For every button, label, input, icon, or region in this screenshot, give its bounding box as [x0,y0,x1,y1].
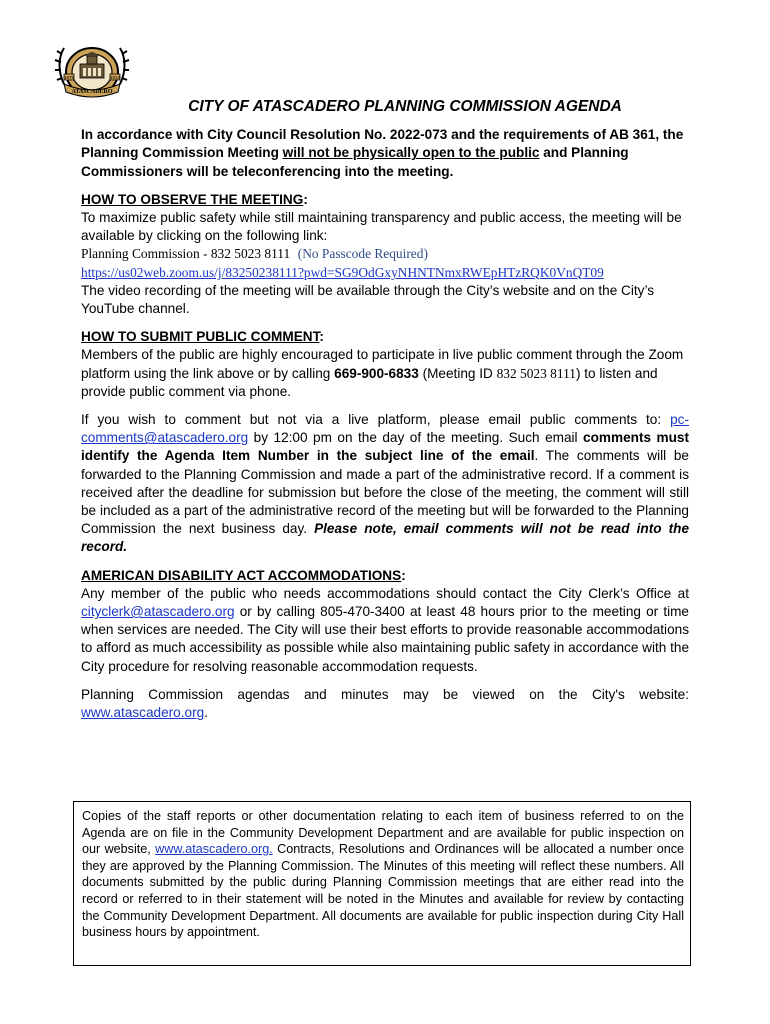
zoom-meeting-label: Planning Commission - 832 5023 8111 [81,246,291,262]
svg-text:1979: 1979 [63,75,75,80]
zoom-link[interactable]: https://us02web.zoom.us/j/83250238111?pwd=SG9OdGxyNHNTNmxRWEpHTzRQK0VnQT09 [81,264,604,280]
zoom-passcode-note: (No Passcode Required) [297,246,428,262]
comment-heading: HOW TO SUBMIT PUBLIC COMMENT [81,329,320,345]
city-seal-logo [50,34,134,102]
ada-heading: AMERICAN DISABILITY ACT ACCOMMODATIONS [81,567,402,583]
observe-heading: HOW TO OBSERVE THE MEETING [81,191,304,207]
agenda-page [81,98,689,722]
svg-text:1913: 1913 [109,75,121,80]
pc-comments-email-link[interactable]: pc-comments@atascadero.org [81,412,689,446]
observe-section: HOW TO OBSERVE THE MEETING: To maximize public safety while still maintaining transparency and public access, the meeting will be available by clicking on the following link: Planning Commission - 832 5023 8111 (No Passcode Required) https://us02web.zoom.us/j/83250238111?pwd=SG9OdGxyNHNTNmxRWEpHTzRQK0VnQT09 The video recording of the meeting will be available through the City’s website and on the City’s YouTube channel. [81,191,689,318]
page-title: CITY OF ATASCADERO PLANNING COMMISSION AGENDA [188,98,622,115]
documents-notice-box: Copies of the staff reports or other documentation relating to each item of business referred to on the Agenda are on file in the Community Development Department and are available for public inspection on our website, www.atascadero.org. Contracts, Resolutions and Ordinances will be allocated a number once they are approved by the Planning Commission. The Minutes of this meeting will reflect these numbers. All documents submitted by the public during Planning Commission meetings that are either read into the record or referred to in their statement will be noted in the Minutes and available for review by contacting the Community Development Department. All documents are available for public inspection during City Hall business hours by appointment. [73,801,691,966]
cityclerk-email-link[interactable]: cityclerk@atascadero.org [81,604,235,620]
city-website-link[interactable]: www.atascadero.org [81,705,205,721]
phone-number: 669-900-6833 [334,365,419,381]
not-open-emphasis: will not be physically open to the public [282,145,540,161]
meeting-id: 832 5023 8111 [496,365,576,381]
svg-text:ATASCADERO: ATASCADERO [71,89,113,95]
email-note: Please note, email comments will not be read into the record. [81,521,689,555]
intro-paragraph: In accordance with City Council Resolution No. 2022-073 and the requirements of AB 361, the Planning Commission Meeting will not be physically open to the public and Planning Commissioners will be teleconferencing into the meeting. [81,127,684,179]
notice-website-link[interactable]: www.atascadero.org. [155,842,273,857]
email-comment-paragraph: If you wish to comment but not via a live platform, please email public comments to: pc-comments@atascadero.org by 12:00 pm on the day of the meeting. Such email comments must identify the Agenda Item Number in the subject line of the email. The comments will be forwarded to the Planning Commission and made a part of the administrative record. If a comment is received after the deadline for submission but before the close of the meeting, the comment will still be included as a part of the administrative record of the meeting but will be forwarded to the Planning Commission the next business day. Please note, email comments will not be read into the record. [81,412,689,555]
ada-text: Any member of the public who needs accommodations should contact the City Clerk’s Office at cityclerk@atascadero.org or by calling 805-470-3400 at least 48 hours prior to the meeting or time when services are needed. The City will use their best efforts to provide reasonable accommodations to afford as much accessibility as possible while also maintaining public safety in accordance with the City procedure for resolving reasonable accommodation requests. [81,585,690,674]
agendas-paragraph: Planning Commission agendas and minutes may be viewed on the City's website: www.atascadero.org. [81,686,689,721]
observe-text: To maximize public safety while still maintaining transparency and public access, the meeting will be available by clicking on the following link: [81,210,682,244]
subject-line-requirement: comments must identify the Agenda Item Number in the subject line of the email [81,430,689,464]
recording-text: The video recording of the meeting will be available through the City’s website and on the City’s YouTube channel. [81,282,655,317]
comment-section: HOW TO SUBMIT PUBLIC COMMENT: Members of the public are highly encouraged to participate in live public comment through the Zoom platform using the link above or by calling 669-900-6833 (Meeting ID 832 5023 8111) to listen and provide public comment via phone. [81,328,689,401]
ada-section: AMERICAN DISABILITY ACT ACCOMMODATIONS: Any member of the public who needs accommodations should contact the City Clerk’s Office at cityclerk@atascadero.org or by calling 805-470-3400 at least 48 hours prior to the meeting or time when services are needed. The City will use their best efforts to provide reasonable accommodations to afford as much accessibility as possible while also maintaining public safety in accordance with the City procedure for resolving reasonable accommodation requests. [81,567,689,676]
comment-text: Members of the public are highly encouraged to participate in live public comment through the Zoom platform using the link above or by calling 669-900-6833 (Meeting ID 832 5023 8111) to listen and provide public comment via phone. [81,347,684,399]
